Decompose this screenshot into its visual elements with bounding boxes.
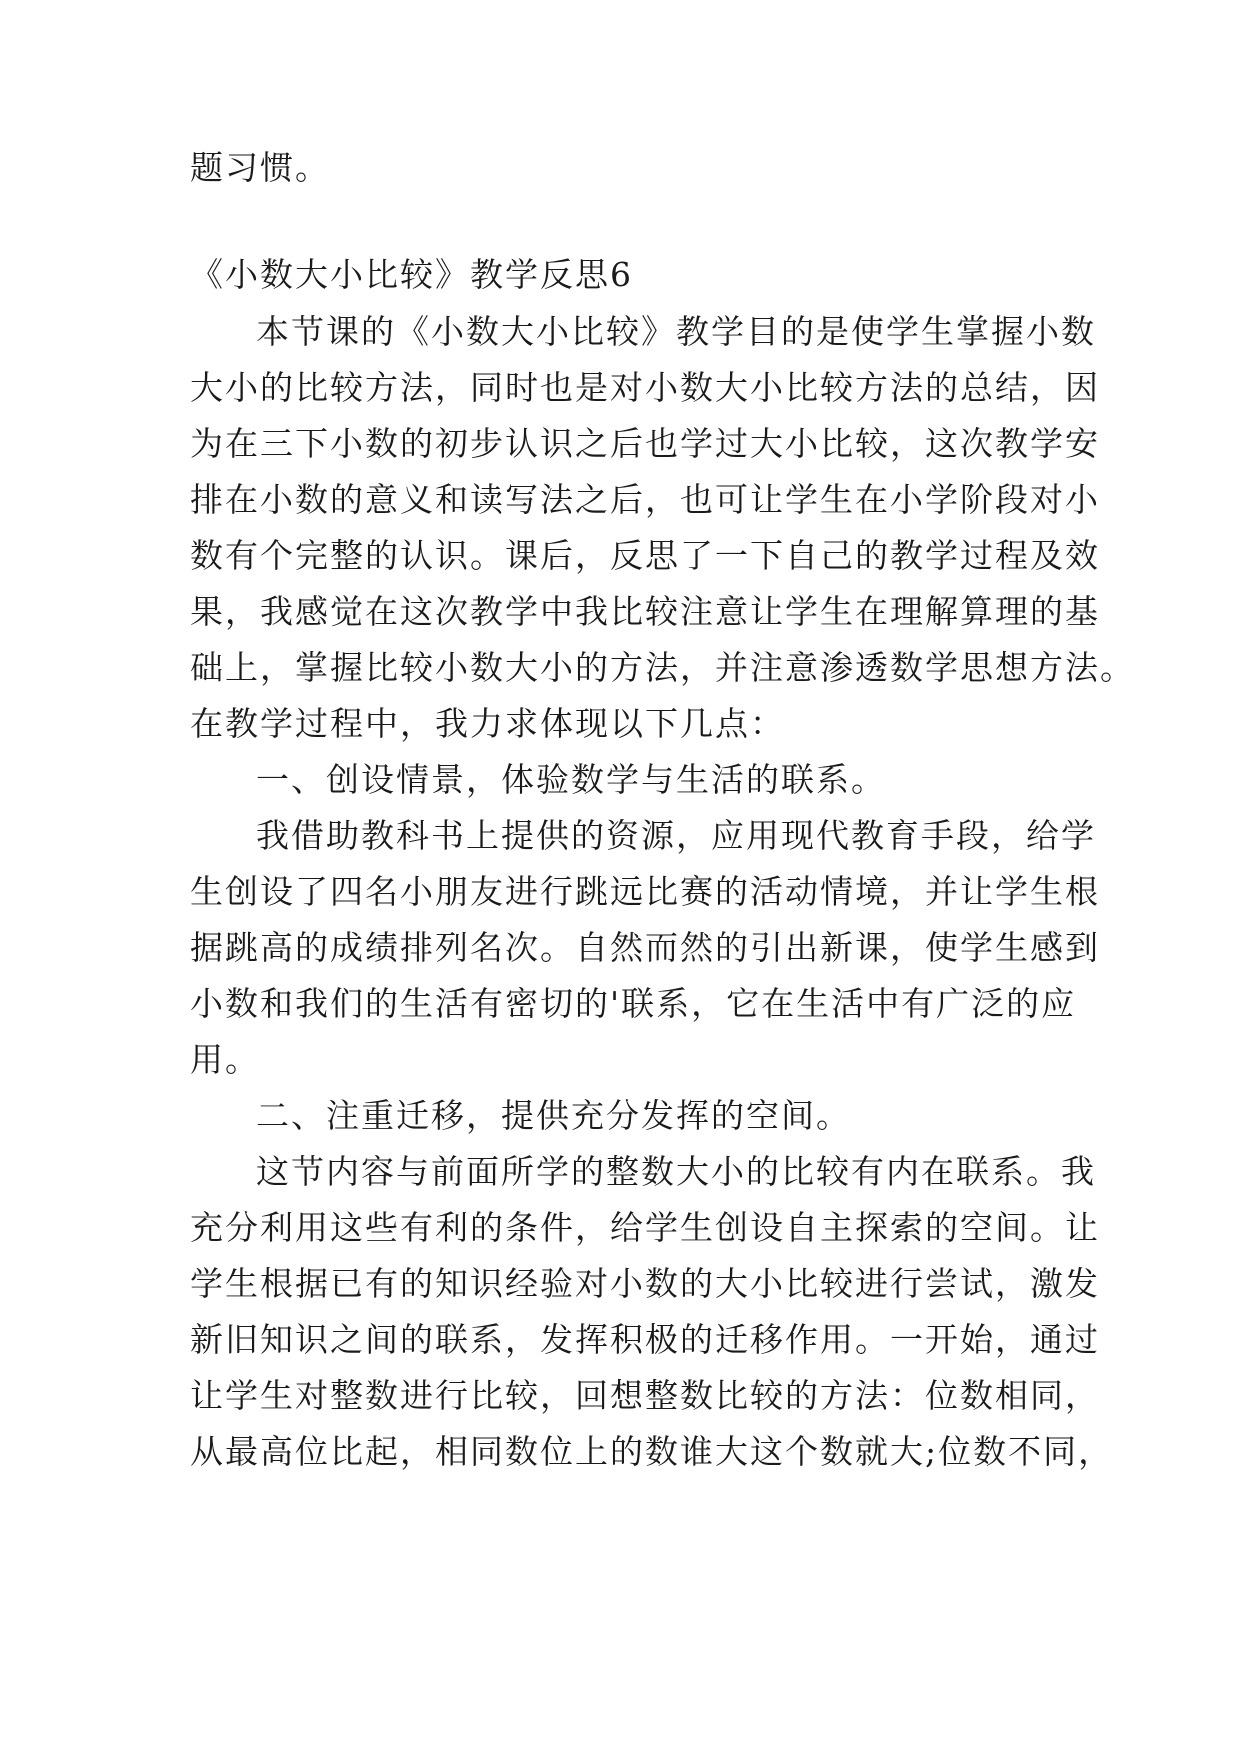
paragraph-1-line-5: 数有个完整的认识。课后，反思了一下自己的教学过程及效 <box>190 536 1100 575</box>
paragraph-3-line-2: 充分利用这些有利的条件，给学生创设自主探索的空间。让 <box>190 1208 1100 1247</box>
paragraph-2-line-1: 我借助教科书上提供的资源，应用现代教育手段，给学 <box>256 816 1096 855</box>
paragraph-1-line-4: 排在小数的意义和读写法之后，也可让学生在小学阶段对小 <box>190 480 1100 519</box>
paragraph-3-line-6: 从最高位比起，相同数位上的数谁大这个数就大;位数不同， <box>190 1432 1114 1471</box>
paragraph-3-line-1: 这节内容与前面所学的整数大小的比较有内在联系。我 <box>256 1152 1096 1191</box>
heading-1: 一、创设情景，体验数学与生活的联系。 <box>256 760 886 799</box>
paragraph-2-line-2: 生创设了四名小朋友进行跳远比赛的活动情境，并让学生根 <box>190 872 1100 911</box>
paragraph-3-line-4: 新旧知识之间的联系，发挥积极的迁移作用。一开始，通过 <box>190 1320 1100 1359</box>
paragraph-1-line-6: 果，我感觉在这次教学中我比较注意让学生在理解算理的基 <box>190 592 1100 631</box>
paragraph-3-line-5: 让学生对整数进行比较，回想整数比较的方法：位数相同， <box>190 1376 1100 1415</box>
paragraph-1-line-3: 为在三下小数的初步认识之后也学过大小比较，这次教学安 <box>190 424 1100 463</box>
paragraph-1-line-7: 础上，掌握比较小数大小的方法，并注意渗透数学思想方法。 <box>190 648 1135 687</box>
heading-2: 二、注重迁移，提供充分发挥的空间。 <box>256 1096 851 1135</box>
paragraph-1-line-2: 大小的比较方法，同时也是对小数大小比较方法的总结，因 <box>190 368 1100 407</box>
paragraph-2-line-4: 小数和我们的生活有密切的'联系，它在生活中有广泛的应 <box>190 984 1077 1023</box>
text-line-prev-end: 题习惯。 <box>190 148 330 187</box>
paragraph-1-line-1: 本节课的《小数大小比较》教学目的是使学生掌握小数 <box>256 312 1096 351</box>
paragraph-1-line-8: 在教学过程中，我力求体现以下几点： <box>190 704 785 743</box>
paragraph-3-line-3: 学生根据已有的知识经验对小数的大小比较进行尝试，激发 <box>190 1264 1100 1303</box>
section-title: 《小数大小比较》教学反思6 <box>190 255 633 294</box>
paragraph-2-line-3: 据跳高的成绩排列名次。自然而然的引出新课，使学生感到 <box>190 928 1100 967</box>
paragraph-2-line-5: 用。 <box>190 1040 260 1079</box>
